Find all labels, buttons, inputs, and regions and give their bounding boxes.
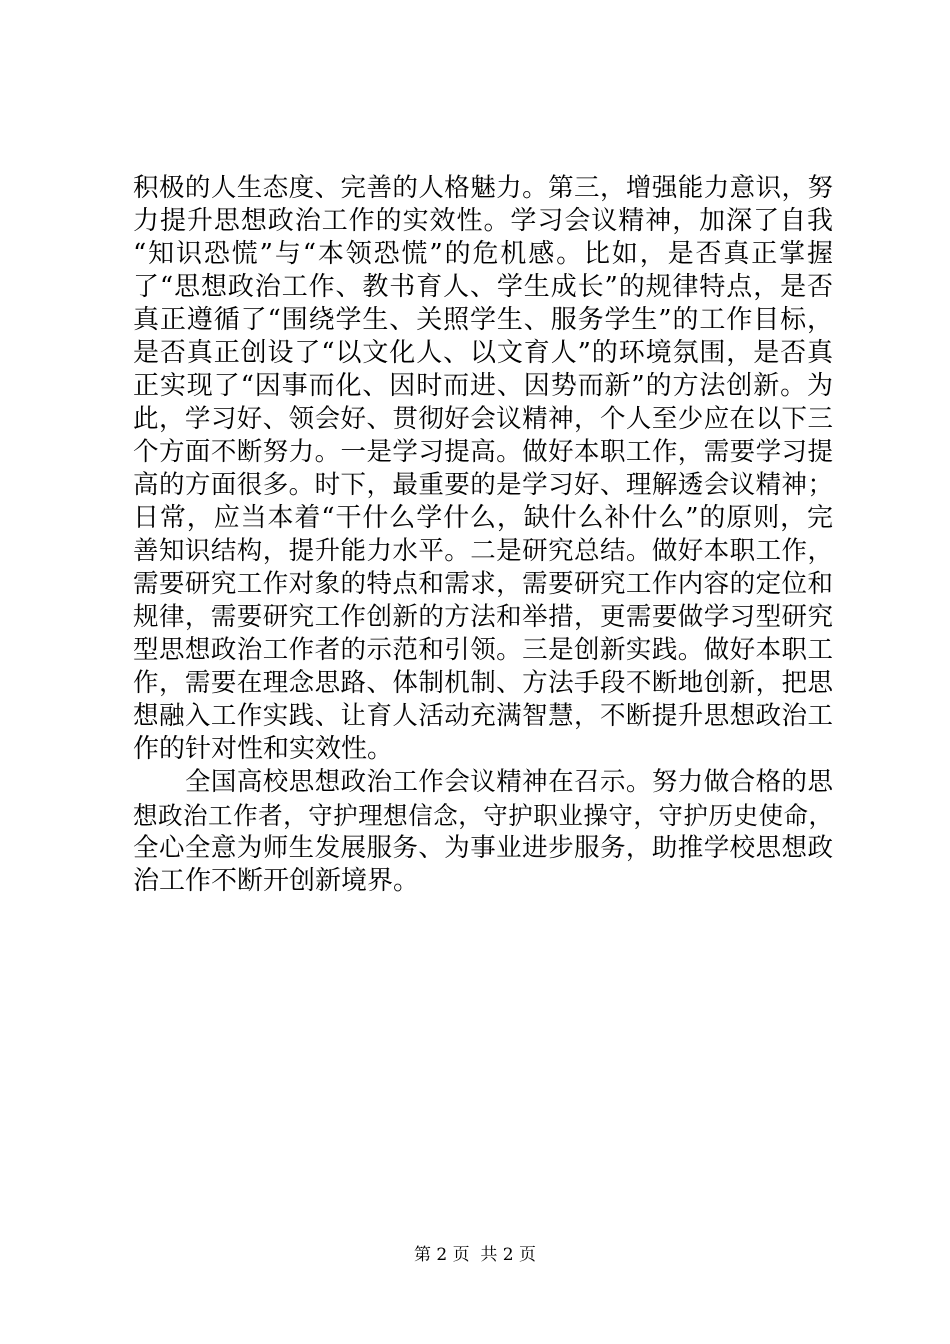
text-line: 日常，应当本着“干什么学什么，缺什么补什么”的原则，完 — [133, 503, 833, 533]
text-line: 想融入工作实践、让育人活动充满智慧，不断提升思想政治工 — [133, 701, 833, 731]
text-line: 作，需要在理念思路、体制机制、方法手段不断地创新，把思 — [133, 668, 833, 698]
paragraph-2 — [133, 766, 833, 898]
text-line: 想政治工作者，守护理想信念，守护职业操守，守护历史使命， — [133, 801, 833, 830]
text-line: 规律，需要研究工作创新的方法和举措，更需要做学习型研究 — [133, 602, 833, 632]
text-line: 个方面不断努力。一是学习提高。做好本职工作，需要学习提 — [133, 437, 833, 467]
text-line: 正实现了“因事而化、因时而进、因势而新”的方法创新。为 — [133, 371, 833, 401]
text-line: 了“思想政治工作、教书育人、学生成长”的规律特点，是否 — [133, 272, 833, 302]
document-body — [133, 172, 833, 898]
text-line: 善知识结构，提升能力水平。二是研究总结。做好本职工作， — [133, 536, 833, 566]
text-line: 是否真正创设了“以文化人、以文育人”的环境氛围，是否真 — [133, 338, 833, 368]
text-line: 型思想政治工作者的示范和引领。三是创新实践。做好本职工 — [133, 635, 833, 665]
text-line: 力提升思想政治工作的实效性。学习会议精神，加深了自我 — [133, 206, 833, 236]
page-number-footer: 第 2 页 共 2 页 — [413, 1245, 537, 1265]
text-line: 作的针对性和实效性。 — [133, 734, 394, 764]
text-line: 治工作不断开创新境界。 — [133, 866, 420, 896]
text-line: 需要研究工作对象的特点和需求，需要研究工作内容的定位和 — [133, 569, 833, 599]
text-line: 全心全意为师生发展服务、为事业进步服务，助推学校思想政 — [133, 833, 833, 863]
text-line: “知识恐慌”与“本领恐慌”的危机感。比如，是否真正掌握 — [133, 239, 833, 269]
text-line: 全国高校思想政治工作会议精神在召示。努力做合格的思 — [185, 767, 833, 797]
text-line: 真正遵循了“围绕学生、关照学生、服务学生”的工作目标， — [133, 305, 833, 335]
text-line: 此，学习好、领会好、贯彻好会议精神，个人至少应在以下三 — [133, 404, 833, 434]
text-line: 高的方面很多。时下，最重要的是学习好、理解透会议精神； — [133, 470, 833, 500]
text-line: 积极的人生态度、完善的人格魅力。第三，增强能力意识，努 — [133, 173, 833, 203]
paragraph-1 — [133, 172, 833, 766]
